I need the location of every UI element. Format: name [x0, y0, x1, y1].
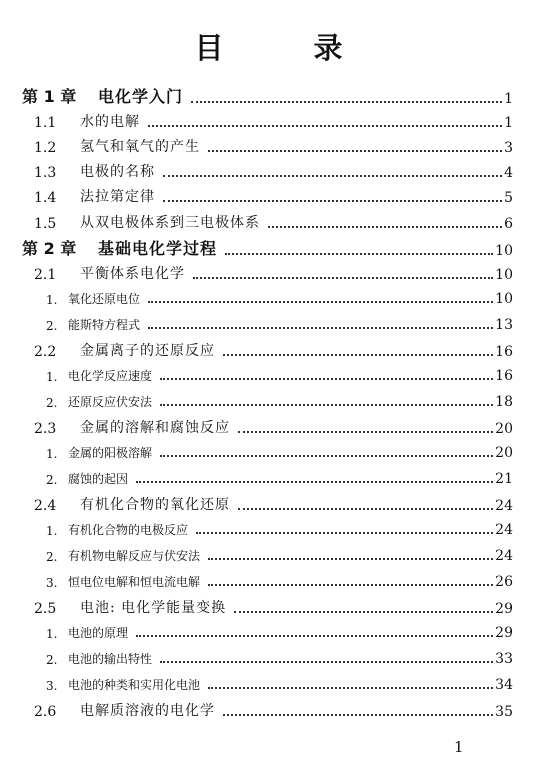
toc-entry[interactable]: [34, 161, 513, 181]
page-title: 目 录: [194, 31, 383, 65]
dot-leader: [191, 99, 502, 103]
entry-page: 35: [495, 704, 513, 720]
entry-title: 电化学反应速度: [68, 369, 153, 383]
entry-title: 电池的原理: [68, 626, 129, 640]
entry-page: 24: [495, 498, 513, 514]
dot-leader: [163, 198, 502, 202]
dot-leader: [208, 685, 493, 689]
dot-leader: [223, 352, 493, 356]
dot-leader: [208, 148, 502, 152]
entry-page: 13: [495, 317, 513, 333]
toc-entry[interactable]: [34, 136, 513, 156]
entry-number: 2.: [46, 550, 58, 564]
toc-entry[interactable]: [34, 212, 513, 232]
entry-number: 2.: [46, 653, 58, 667]
entry-number: 2.2: [34, 344, 57, 360]
dot-leader: [148, 123, 502, 127]
entry-number: 第 1 章: [22, 87, 77, 106]
entry-number: 3.: [46, 576, 58, 590]
entry-title: 有机化合物的氧化还原: [80, 497, 230, 513]
entry-title: 还原反应伏安法: [68, 395, 153, 409]
entry-page: 29: [495, 625, 513, 641]
toc-entry[interactable]: [46, 393, 513, 410]
toc-entry[interactable]: [46, 316, 513, 333]
dot-leader: [148, 299, 493, 303]
entry-page: 20: [495, 421, 513, 437]
entry-page: 18: [495, 394, 513, 410]
entry-page: 5: [504, 190, 513, 206]
entry-page: 26: [495, 574, 513, 590]
entry-title: 有机物电解反应与伏安法: [68, 549, 201, 563]
entry-title: 电解质溶液的电化学: [80, 703, 215, 719]
entry-title: 氧化还原电位: [68, 292, 141, 306]
entry-title: 金属的阳极溶解: [68, 446, 153, 460]
entry-page: 10: [495, 291, 513, 307]
entry-title: 电池: 电化学能量变换: [80, 600, 227, 616]
toc-entry[interactable]: [46, 650, 513, 667]
dot-leader: [193, 275, 493, 279]
toc-entry[interactable]: [34, 700, 513, 720]
entry-page: 1: [504, 91, 513, 107]
entry-title: 金属的溶解和腐蚀反应: [80, 420, 230, 436]
entry-number: 1.: [46, 293, 58, 307]
entry-page: 24: [495, 522, 513, 538]
dot-leader: [238, 506, 493, 510]
dot-leader: [148, 325, 493, 329]
dot-leader: [163, 173, 502, 177]
toc-entry[interactable]: [34, 186, 513, 206]
dot-leader: [208, 556, 493, 560]
dot-leader: [136, 479, 493, 483]
toc-entry[interactable]: [46, 547, 513, 564]
entry-number: 1.2: [34, 140, 57, 156]
entry-title: 有机化合物的电极反应: [68, 523, 189, 537]
entry-page: 34: [495, 677, 513, 693]
toc-entry[interactable]: [46, 367, 513, 384]
entry-page: 29: [495, 601, 513, 617]
page-number: 1: [454, 738, 464, 756]
toc-entry[interactable]: [22, 84, 513, 107]
entry-title: 电池的种类和实用化电池: [68, 678, 201, 692]
entry-title: 基础电化学过程: [98, 239, 218, 258]
toc-entry[interactable]: [34, 111, 513, 131]
entry-number: 2.: [46, 396, 58, 410]
entry-title: 电池的输出特性: [68, 652, 153, 666]
entry-page: 10: [495, 243, 513, 259]
dot-leader: [225, 251, 493, 255]
entry-title: 氢气和氧气的产生: [80, 139, 200, 155]
entry-number: 1.5: [34, 216, 57, 232]
entry-page: 1: [504, 115, 513, 131]
dot-leader: [238, 429, 493, 433]
toc-entry[interactable]: [46, 573, 513, 590]
entry-page: 16: [495, 368, 513, 384]
entry-title: 水的电解: [80, 114, 140, 130]
toc-entry[interactable]: [46, 676, 513, 693]
entry-number: 2.: [46, 319, 58, 333]
entry-title: 腐蚀的起因: [68, 472, 129, 486]
entry-page: 10: [495, 267, 513, 283]
entry-number: 2.1: [34, 267, 57, 283]
entry-page: 33: [495, 651, 513, 667]
dot-leader: [160, 659, 493, 663]
entry-page: 6: [504, 216, 513, 232]
entry-page: 20: [495, 445, 513, 461]
entry-number: 2.5: [34, 601, 57, 617]
entry-page: 16: [495, 344, 513, 360]
entry-page: 24: [495, 548, 513, 564]
dot-leader: [160, 376, 493, 380]
entry-number: 2.6: [34, 704, 57, 720]
entry-page: 3: [504, 140, 513, 156]
entry-number: 2.3: [34, 421, 57, 437]
entry-number: 第 2 章: [22, 239, 77, 258]
entry-number: 3.: [46, 679, 58, 693]
entry-number: 1.: [46, 447, 58, 461]
toc-entry[interactable]: [46, 444, 513, 461]
entry-number: 2.: [46, 473, 58, 487]
dot-leader: [268, 224, 502, 228]
entry-title: 金属离子的还原反应: [80, 343, 215, 359]
dot-leader: [136, 633, 493, 637]
entry-title: 电极的名称: [80, 164, 155, 180]
toc-entry[interactable]: [46, 624, 513, 641]
dot-leader: [196, 530, 493, 534]
toc-entry[interactable]: [34, 417, 513, 437]
toc-entry[interactable]: [34, 340, 513, 360]
toc-entry[interactable]: [34, 263, 513, 283]
entry-title: 从双电极体系到三电极体系: [80, 215, 260, 231]
entry-number: 1.: [46, 524, 58, 538]
entry-title: 能斯特方程式: [68, 318, 141, 332]
entry-number: 1.: [46, 627, 58, 641]
entry-title: 电化学入门: [98, 87, 184, 106]
toc-entry[interactable]: [22, 236, 513, 259]
entry-title: 法拉第定律: [80, 189, 155, 205]
dot-leader: [223, 712, 493, 716]
entry-page: 21: [495, 471, 513, 487]
entry-number: 1.4: [34, 190, 57, 206]
entry-title: 平衡体系电化学: [80, 266, 185, 282]
entry-title: 恒电位电解和恒电流电解: [68, 575, 201, 589]
entry-number: 1.1: [34, 115, 57, 131]
dot-leader: [208, 582, 493, 586]
entry-number: 1.: [46, 370, 58, 384]
toc-entry[interactable]: [34, 597, 513, 617]
toc-entry[interactable]: [46, 521, 513, 538]
toc-entry[interactable]: [46, 290, 513, 307]
dot-leader: [160, 453, 493, 457]
toc-entry[interactable]: [34, 494, 513, 514]
dot-leader: [160, 402, 493, 406]
entry-page: 4: [504, 165, 513, 181]
toc-entry[interactable]: [46, 470, 513, 487]
dot-leader: [234, 609, 493, 613]
entry-number: 1.3: [34, 165, 57, 181]
entry-number: 2.4: [34, 498, 57, 514]
